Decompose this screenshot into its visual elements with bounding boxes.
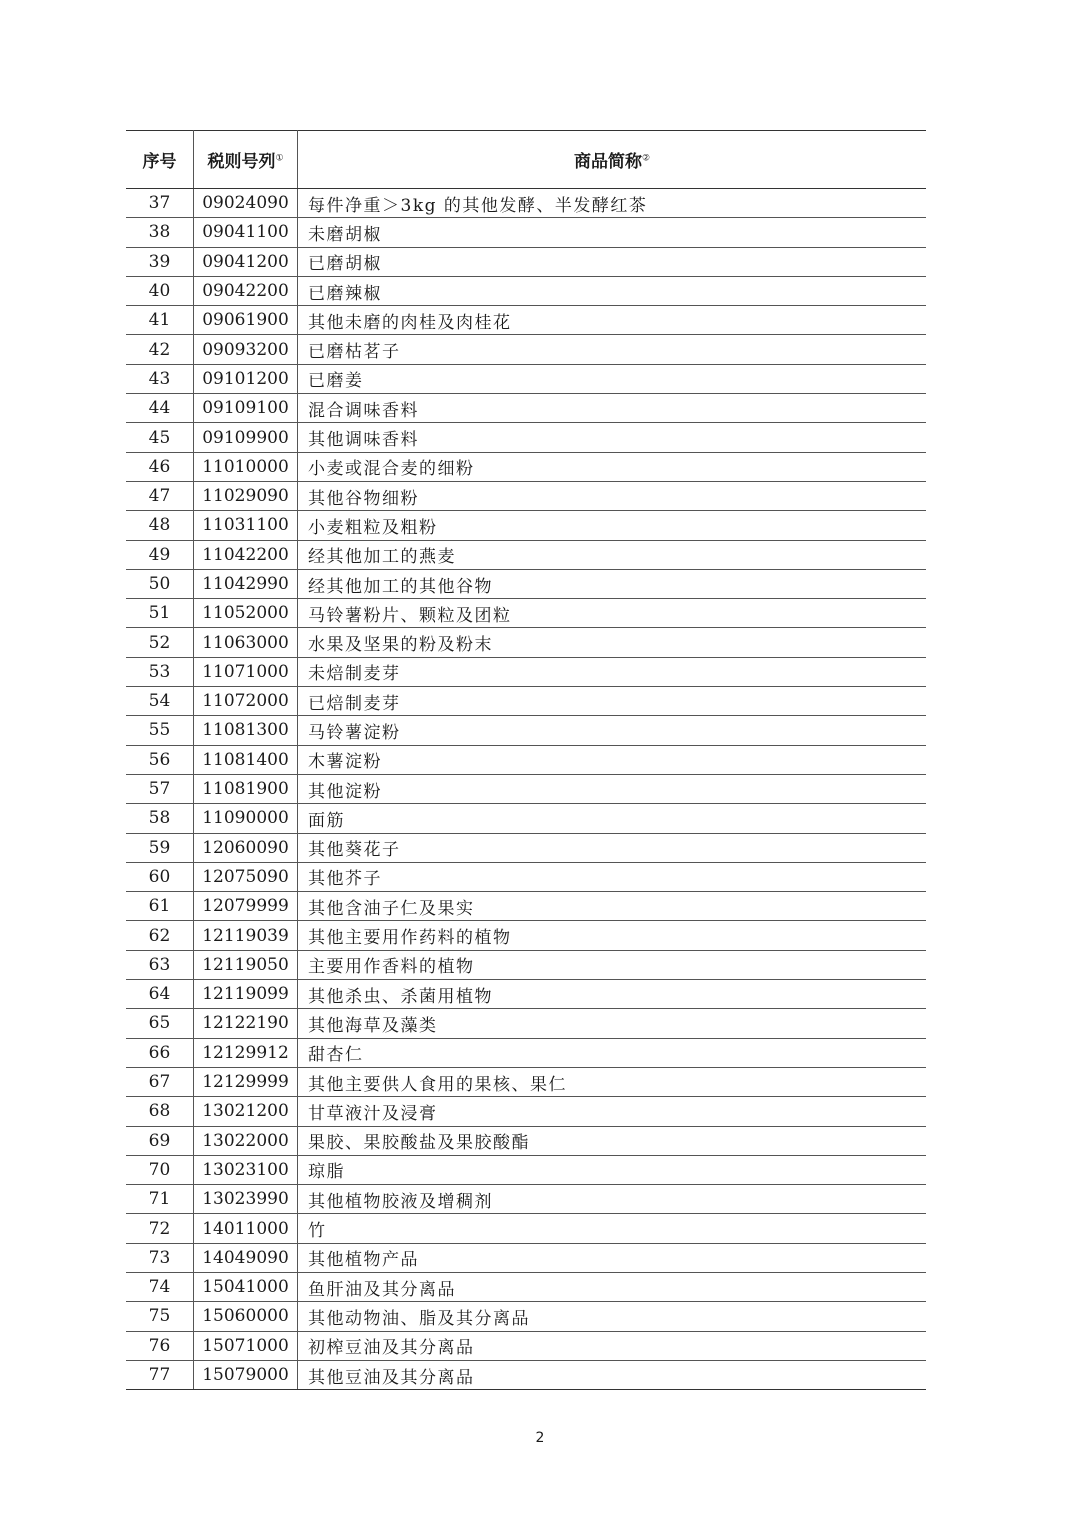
cell-tariff-code: 11072000 <box>194 687 298 716</box>
cell-tariff-code: 11042990 <box>194 569 298 598</box>
cell-commodity-name: 鱼肝油及其分离品 <box>298 1272 927 1301</box>
table-row <box>126 921 926 950</box>
cell-commodity-name: 未磨胡椒 <box>298 218 927 247</box>
cell-serial-number: 66 <box>126 1038 194 1067</box>
cell-commodity-name: 未焙制麦芽 <box>298 657 927 686</box>
cell-commodity-name: 木薯淀粉 <box>298 745 927 774</box>
page-number: 2 <box>535 1430 545 1446</box>
cell-serial-number: 71 <box>126 1185 194 1214</box>
table-body <box>126 189 926 1390</box>
cell-commodity-name: 其他主要供人食用的果核、果仁 <box>298 1067 927 1096</box>
cell-serial-number: 50 <box>126 569 194 598</box>
table-row <box>126 1009 926 1038</box>
cell-serial-number: 40 <box>126 276 194 305</box>
table-row <box>126 628 926 657</box>
table-header-row <box>126 131 926 189</box>
cell-tariff-code: 12079999 <box>194 892 298 921</box>
cell-serial-number: 75 <box>126 1302 194 1331</box>
cell-commodity-name: 其他芥子 <box>298 862 927 891</box>
cell-commodity-name: 果胶、果胶酸盐及果胶酸酯 <box>298 1126 927 1155</box>
table-row <box>126 1155 926 1184</box>
cell-commodity-name: 已磨姜 <box>298 364 927 393</box>
cell-tariff-code: 11031100 <box>194 511 298 540</box>
header-tariff-code: 税则号列① <box>194 131 298 189</box>
cell-tariff-code: 12119099 <box>194 980 298 1009</box>
cell-commodity-name: 琼脂 <box>298 1155 927 1184</box>
cell-tariff-code: 11029090 <box>194 481 298 510</box>
cell-tariff-code: 09042200 <box>194 276 298 305</box>
cell-serial-number: 37 <box>126 189 194 218</box>
cell-serial-number: 69 <box>126 1126 194 1155</box>
table-row <box>126 1360 926 1389</box>
cell-tariff-code: 09024090 <box>194 189 298 218</box>
cell-tariff-code: 12129999 <box>194 1067 298 1096</box>
cell-serial-number: 67 <box>126 1067 194 1096</box>
table-row <box>126 1185 926 1214</box>
cell-serial-number: 47 <box>126 481 194 510</box>
table-row <box>126 774 926 803</box>
table-row <box>126 511 926 540</box>
cell-commodity-name: 甘草液汁及浸膏 <box>298 1097 927 1126</box>
cell-commodity-name: 其他主要用作药料的植物 <box>298 921 927 950</box>
footnote-marker: ② <box>641 153 651 164</box>
table-row <box>126 1126 926 1155</box>
cell-commodity-name: 其他动物油、脂及其分离品 <box>298 1302 927 1331</box>
cell-commodity-name: 水果及坚果的粉及粉末 <box>298 628 927 657</box>
cell-tariff-code: 11010000 <box>194 452 298 481</box>
cell-serial-number: 77 <box>126 1360 194 1389</box>
table-row <box>126 1214 926 1243</box>
cell-serial-number: 49 <box>126 540 194 569</box>
table-row <box>126 980 926 1009</box>
table-row <box>126 189 926 218</box>
table-row <box>126 569 926 598</box>
cell-commodity-name: 其他谷物细粉 <box>298 481 927 510</box>
cell-commodity-name: 面筋 <box>298 804 927 833</box>
cell-tariff-code: 13022000 <box>194 1126 298 1155</box>
cell-serial-number: 45 <box>126 423 194 452</box>
table-row <box>126 745 926 774</box>
cell-serial-number: 57 <box>126 774 194 803</box>
cell-tariff-code: 12075090 <box>194 862 298 891</box>
cell-tariff-code: 11052000 <box>194 599 298 628</box>
cell-commodity-name: 小麦粗粒及粗粉 <box>298 511 927 540</box>
cell-serial-number: 39 <box>126 247 194 276</box>
table-row <box>126 1302 926 1331</box>
cell-commodity-name: 其他葵花子 <box>298 833 927 862</box>
cell-commodity-name: 已磨枯茗子 <box>298 335 927 364</box>
table-row <box>126 599 926 628</box>
table-row <box>126 276 926 305</box>
table-row <box>126 394 926 423</box>
cell-serial-number: 48 <box>126 511 194 540</box>
cell-commodity-name: 其他杀虫、杀菌用植物 <box>298 980 927 1009</box>
cell-serial-number: 63 <box>126 950 194 979</box>
table-row <box>126 247 926 276</box>
cell-commodity-name: 经其他加工的燕麦 <box>298 540 927 569</box>
cell-tariff-code: 12119039 <box>194 921 298 950</box>
cell-tariff-code: 12129912 <box>194 1038 298 1067</box>
cell-serial-number: 60 <box>126 862 194 891</box>
cell-tariff-code: 09041200 <box>194 247 298 276</box>
table-row <box>126 481 926 510</box>
table-row <box>126 452 926 481</box>
cell-tariff-code: 11071000 <box>194 657 298 686</box>
header-serial-number: 序号 <box>126 131 194 189</box>
cell-serial-number: 65 <box>126 1009 194 1038</box>
cell-commodity-name: 甜杏仁 <box>298 1038 927 1067</box>
table-row <box>126 716 926 745</box>
cell-tariff-code: 14049090 <box>194 1243 298 1272</box>
table-row <box>126 657 926 686</box>
table-row <box>126 218 926 247</box>
cell-tariff-code: 12060090 <box>194 833 298 862</box>
cell-serial-number: 72 <box>126 1214 194 1243</box>
cell-tariff-code: 13023990 <box>194 1185 298 1214</box>
cell-serial-number: 52 <box>126 628 194 657</box>
table-row <box>126 833 926 862</box>
cell-serial-number: 51 <box>126 599 194 628</box>
cell-serial-number: 68 <box>126 1097 194 1126</box>
cell-serial-number: 70 <box>126 1155 194 1184</box>
table-row <box>126 335 926 364</box>
cell-tariff-code: 15041000 <box>194 1272 298 1301</box>
table-row <box>126 687 926 716</box>
cell-serial-number: 73 <box>126 1243 194 1272</box>
cell-tariff-code: 13021200 <box>194 1097 298 1126</box>
cell-commodity-name: 其他豆油及其分离品 <box>298 1360 927 1389</box>
table-row <box>126 1243 926 1272</box>
cell-commodity-name: 经其他加工的其他谷物 <box>298 569 927 598</box>
cell-tariff-code: 11081300 <box>194 716 298 745</box>
cell-serial-number: 61 <box>126 892 194 921</box>
cell-commodity-name: 已焙制麦芽 <box>298 687 927 716</box>
cell-tariff-code: 12119050 <box>194 950 298 979</box>
table-row <box>126 950 926 979</box>
cell-commodity-name: 已磨辣椒 <box>298 276 927 305</box>
cell-tariff-code: 13023100 <box>194 1155 298 1184</box>
cell-serial-number: 62 <box>126 921 194 950</box>
table-row <box>126 1272 926 1301</box>
table-row <box>126 1038 926 1067</box>
table-row <box>126 1097 926 1126</box>
cell-commodity-name: 其他植物胶液及增稠剂 <box>298 1185 927 1214</box>
cell-commodity-name: 每件净重＞3kg 的其他发酵、半发酵红茶 <box>298 189 927 218</box>
cell-tariff-code: 09101200 <box>194 364 298 393</box>
cell-commodity-name: 初榨豆油及其分离品 <box>298 1331 927 1360</box>
cell-serial-number: 44 <box>126 394 194 423</box>
cell-serial-number: 76 <box>126 1331 194 1360</box>
footnote-marker: ① <box>275 153 284 164</box>
cell-serial-number: 59 <box>126 833 194 862</box>
table-row <box>126 804 926 833</box>
cell-tariff-code: 12122190 <box>194 1009 298 1038</box>
cell-commodity-name: 竹 <box>298 1214 927 1243</box>
cell-serial-number: 42 <box>126 335 194 364</box>
cell-tariff-code: 09061900 <box>194 306 298 335</box>
cell-serial-number: 58 <box>126 804 194 833</box>
cell-serial-number: 53 <box>126 657 194 686</box>
cell-commodity-name: 其他未磨的肉桂及肉桂花 <box>298 306 927 335</box>
cell-commodity-name: 其他含油子仁及果实 <box>298 892 927 921</box>
cell-commodity-name: 其他调味香料 <box>298 423 927 452</box>
cell-commodity-name: 主要用作香料的植物 <box>298 950 927 979</box>
cell-serial-number: 55 <box>126 716 194 745</box>
table-row <box>126 306 926 335</box>
cell-tariff-code: 15079000 <box>194 1360 298 1389</box>
cell-commodity-name: 其他淀粉 <box>298 774 927 803</box>
table-row <box>126 540 926 569</box>
table-row <box>126 1067 926 1096</box>
cell-serial-number: 46 <box>126 452 194 481</box>
cell-serial-number: 41 <box>126 306 194 335</box>
cell-tariff-code: 11081900 <box>194 774 298 803</box>
cell-commodity-name: 马铃薯淀粉 <box>298 716 927 745</box>
cell-commodity-name: 其他海草及藻类 <box>298 1009 927 1038</box>
cell-serial-number: 54 <box>126 687 194 716</box>
cell-tariff-code: 09041100 <box>194 218 298 247</box>
cell-serial-number: 56 <box>126 745 194 774</box>
cell-tariff-code: 15060000 <box>194 1302 298 1331</box>
cell-serial-number: 64 <box>126 980 194 1009</box>
cell-serial-number: 38 <box>126 218 194 247</box>
table-row <box>126 862 926 891</box>
cell-commodity-name: 马铃薯粉片、颗粒及团粒 <box>298 599 927 628</box>
cell-tariff-code: 09093200 <box>194 335 298 364</box>
table-row <box>126 1331 926 1360</box>
cell-commodity-name: 小麦或混合麦的细粉 <box>298 452 927 481</box>
table-row <box>126 423 926 452</box>
cell-tariff-code: 15071000 <box>194 1331 298 1360</box>
cell-commodity-name: 其他植物产品 <box>298 1243 927 1272</box>
cell-tariff-code: 09109100 <box>194 394 298 423</box>
cell-serial-number: 74 <box>126 1272 194 1301</box>
cell-tariff-code: 11090000 <box>194 804 298 833</box>
cell-tariff-code: 11042200 <box>194 540 298 569</box>
cell-commodity-name: 混合调味香料 <box>298 394 927 423</box>
cell-tariff-code: 14011000 <box>194 1214 298 1243</box>
cell-tariff-code: 11081400 <box>194 745 298 774</box>
cell-commodity-name: 已磨胡椒 <box>298 247 927 276</box>
cell-serial-number: 43 <box>126 364 194 393</box>
header-commodity-name: 商品简称② <box>298 131 927 189</box>
commodity-table <box>126 130 926 1390</box>
cell-tariff-code: 09109900 <box>194 423 298 452</box>
table-row <box>126 892 926 921</box>
table-row <box>126 364 926 393</box>
cell-tariff-code: 11063000 <box>194 628 298 657</box>
